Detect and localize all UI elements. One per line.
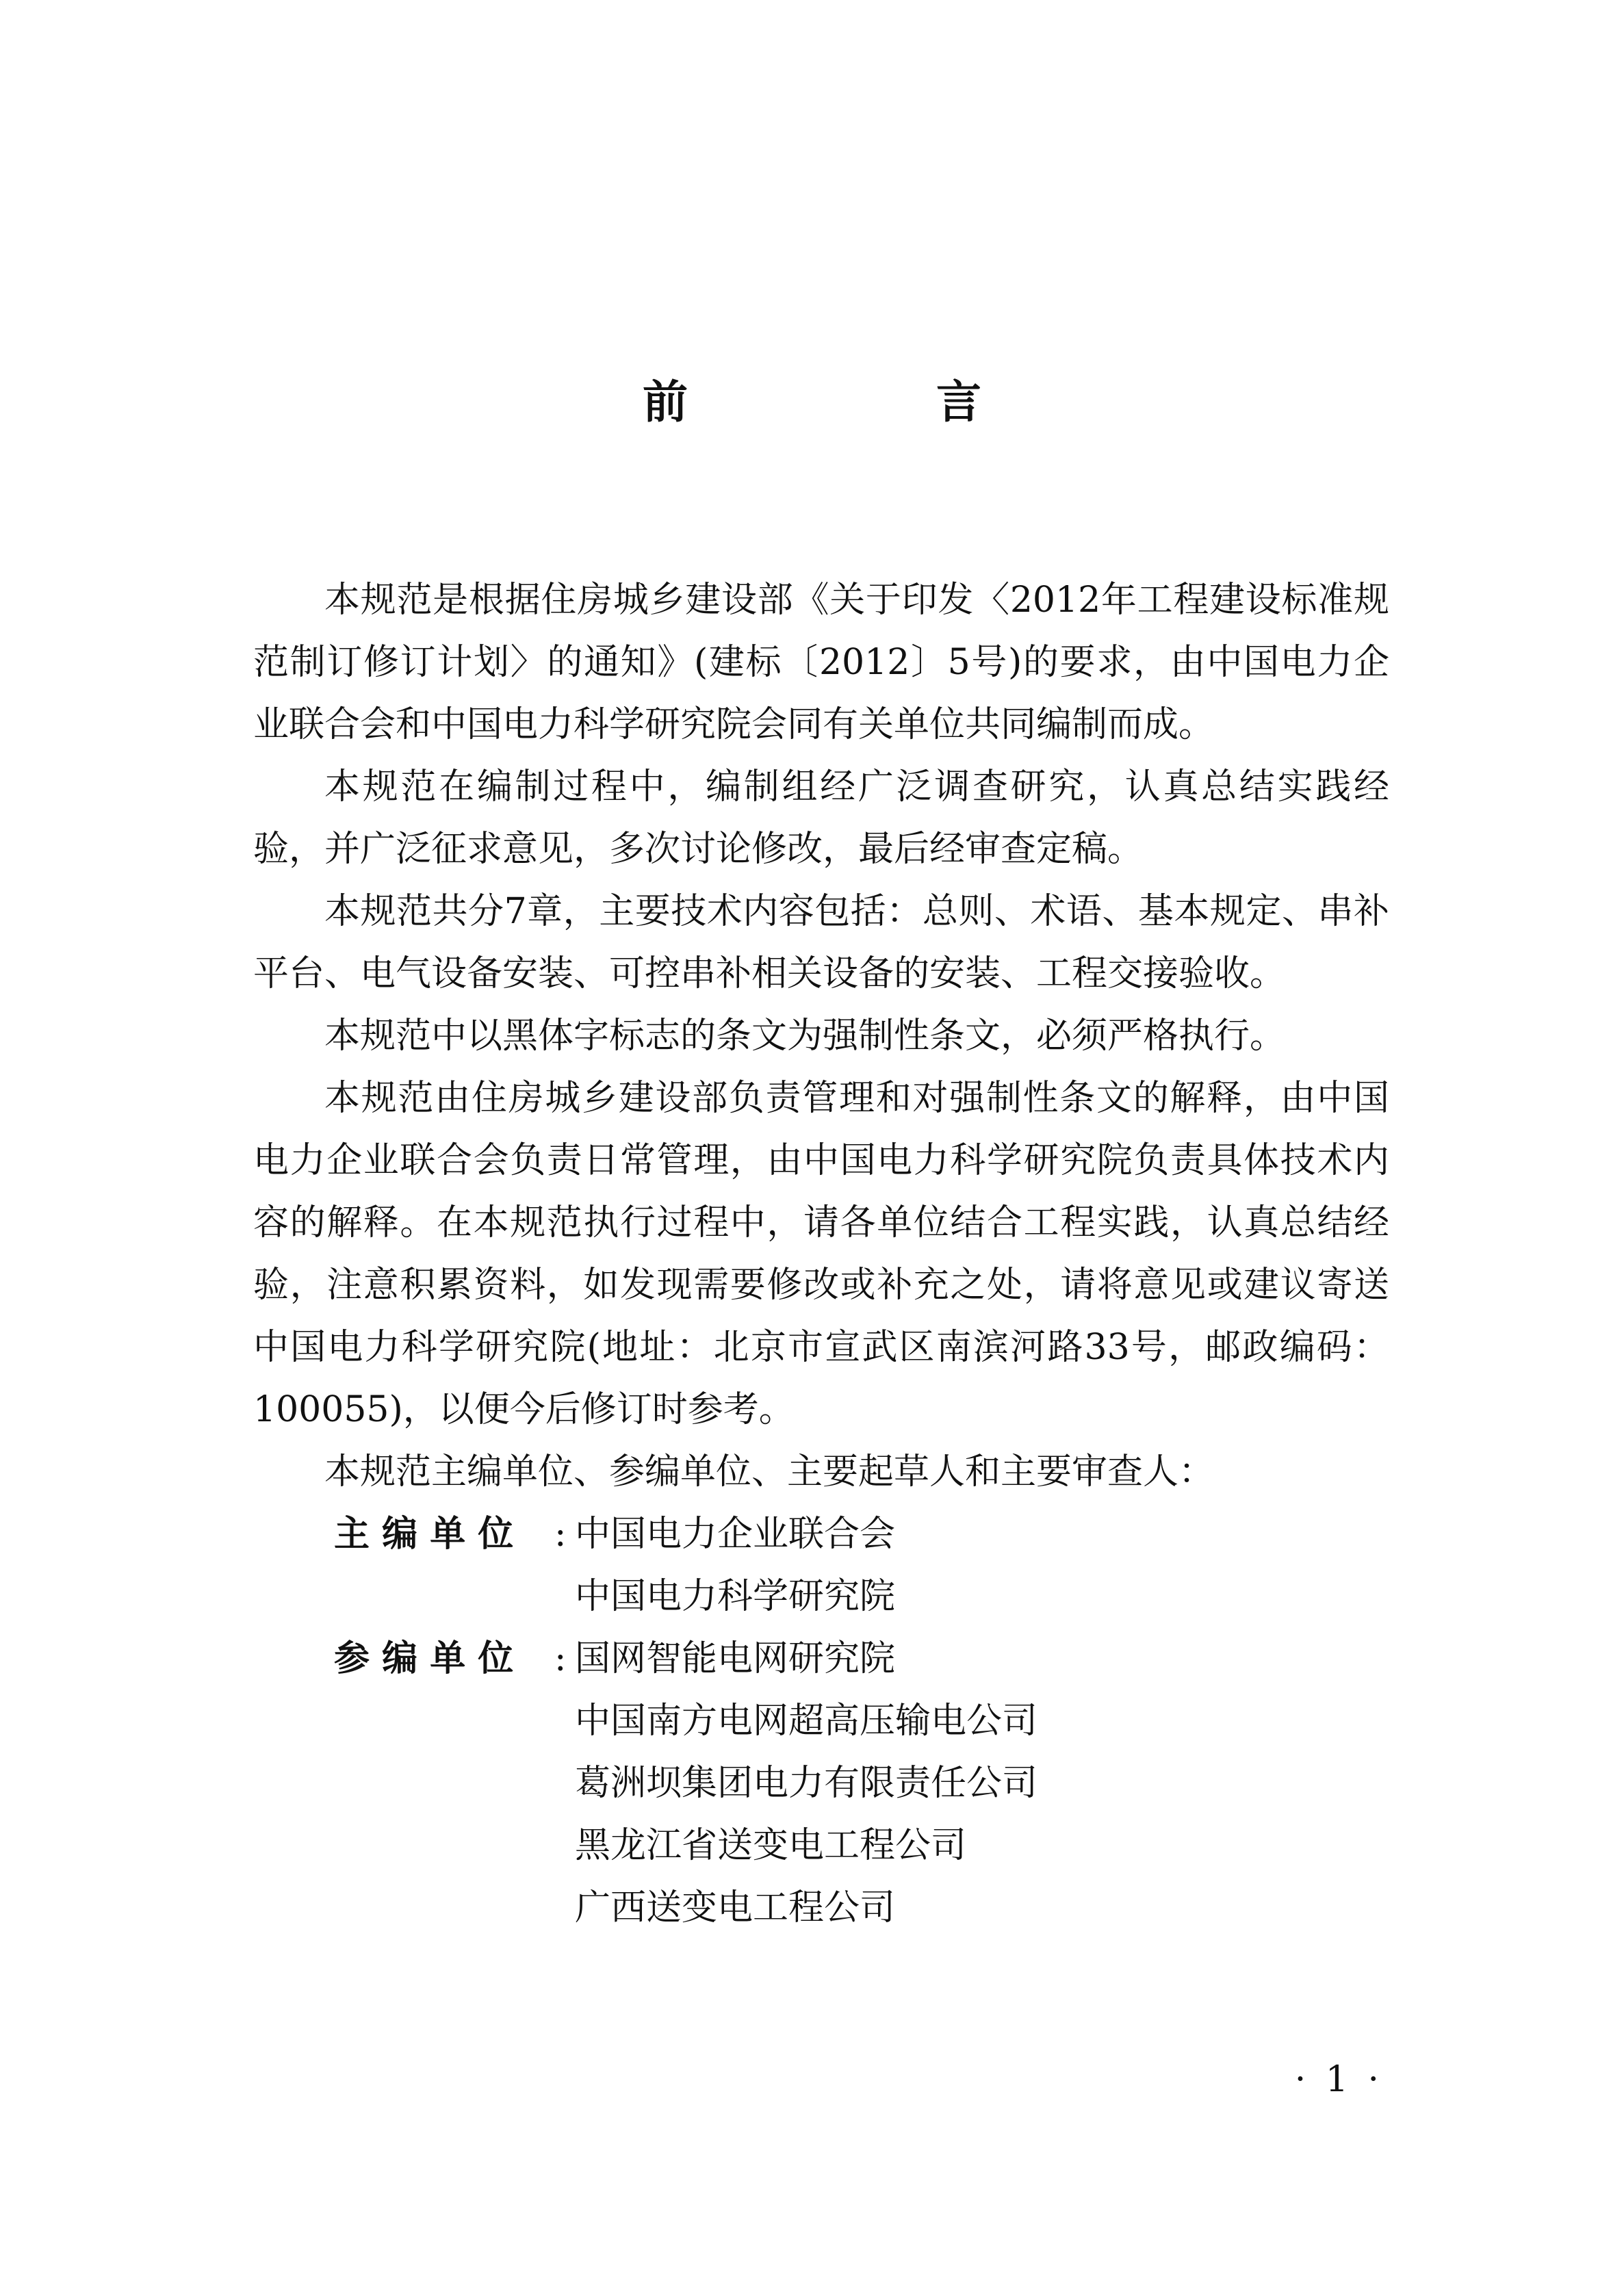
paragraph-mandatory: 本规范中以黑体字标志的条文为强制性条文，必须严格执行。: [324, 1016, 1286, 1057]
paragraph-management: 本规范由住房城乡建设部负责管理和对强制性条文的解释，由中国电力企业联合会负责日常管理，由中国电力科学研究院负责具体技术内容的解释。在本规范执行过程中，请各单位结合工程实践，认真总结经验，注意积累资料，如发现需要修改或补充之处，请将意见或建议寄送中国电力科学研究院(地址：北京市宣武区南滨河路33号，邮政编码：100055)，以便今后修订时参考。: [253, 1078, 1389, 1430]
preface-body: [253, 569, 1389, 1939]
chief-unit-colon: :: [554, 1514, 567, 1555]
chief-unit-row: [253, 1503, 1389, 1566]
page-number: · 1 ·: [1294, 2059, 1383, 2100]
paragraph-basis: 本规范是根据住房城乡建设部《关于印发〈2012年工程建设标准规范制订修订计划〉的通知》(建标〔2012〕5号)的要求，由中国电力企业联合会和中国电力科学研究院会同有关单位共同编制而成。: [253, 580, 1389, 745]
participating-unit-name: 黑龙江省送变电工程公司: [575, 1825, 967, 1866]
paragraph-contents: 本规范共分7章，主要技术内容包括：总则、术语、基本规定、串补平台、电气设备安装、可控串补相关设备的安装、工程交接验收。: [253, 891, 1389, 994]
participating-unit-colon: :: [554, 1638, 567, 1679]
chief-unit-label: 主 编 单 位: [334, 1514, 514, 1555]
chief-unit-name: 中国电力企业联合会: [575, 1514, 896, 1555]
participating-unit-label: 参 编 单 位: [334, 1638, 514, 1679]
participating-unit-row: [253, 1628, 1389, 1690]
participating-unit-row: [253, 1690, 1389, 1753]
paragraph-units-intro: 本规范主编单位、参编单位、主要起草人和主要审查人：: [324, 1451, 1215, 1492]
participating-unit-name: 中国南方电网超高压输电公司: [575, 1700, 1038, 1742]
participating-unit-name: 国网智能电网研究院: [575, 1638, 896, 1679]
chief-unit-row: [253, 1566, 1389, 1628]
paragraph-process: 本规范在编制过程中，编制组经广泛调查研究，认真总结实践经验，并广泛征求意见，多次讨论修改，最后经审查定稿。: [253, 766, 1389, 870]
participating-unit-row: [253, 1877, 1389, 1939]
page-title: 前 言: [643, 376, 1098, 428]
chief-unit-name: 中国电力科学研究院: [575, 1576, 896, 1617]
participating-unit-row: [253, 1753, 1389, 1815]
participating-unit-row: [253, 1815, 1389, 1877]
participating-unit-name: 广西送变电工程公司: [575, 1887, 896, 1928]
participating-unit-name: 葛洲坝集团电力有限责任公司: [575, 1763, 1038, 1804]
